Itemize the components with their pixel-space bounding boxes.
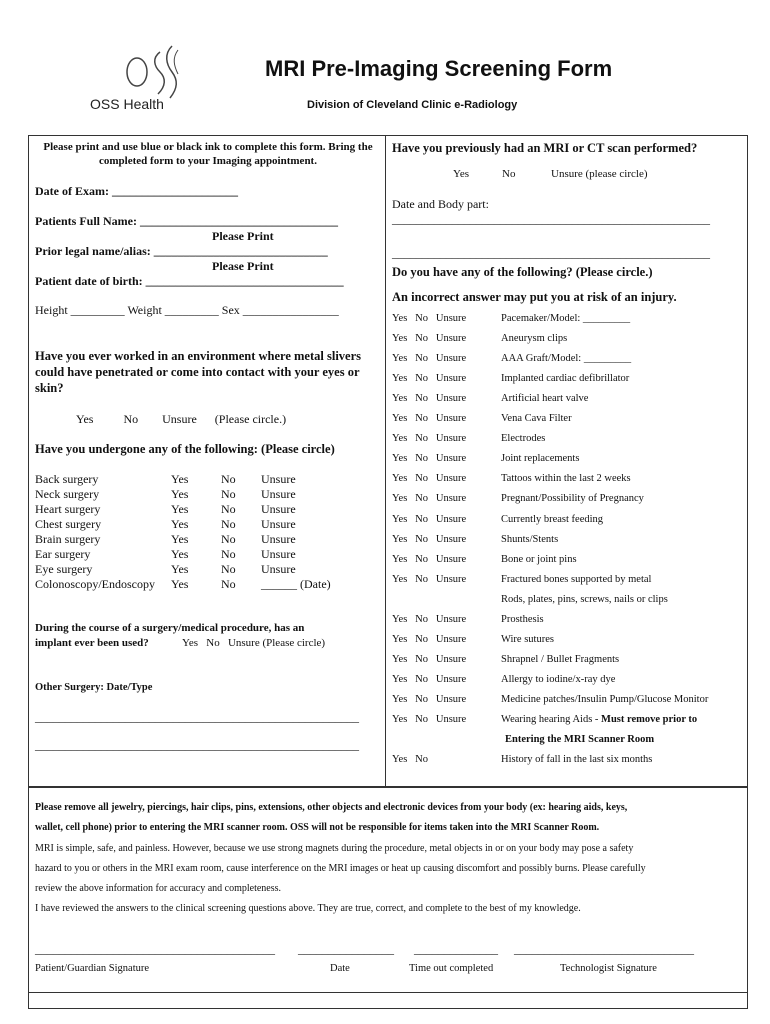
answer-options[interactable]: Yes No Unsure — [392, 493, 467, 504]
patient-signature-label: Patient/Guardian Signature — [35, 963, 150, 974]
option-no[interactable]: No — [221, 547, 236, 561]
option-unsure[interactable]: Unsure — [261, 547, 296, 561]
item-label: Medicine patches/Insulin Pump/Glucose Monitor — [501, 694, 709, 705]
logo — [90, 44, 200, 116]
surgery-name: Ear surgery — [35, 547, 91, 561]
item-label: Currently breast feeding — [501, 514, 604, 525]
item-label: Implanted cardiac defibrillator — [501, 373, 630, 384]
safety-text: hazard to you or others in the MRI exam room, cause interference on the MRI images or heat up causing discomfort and possibly burns. Please carefully — [35, 863, 646, 874]
date-body-line[interactable]: _____________________________________________________ — [392, 246, 710, 260]
item-label: Pregnant/Possibility of Pregnancy — [501, 493, 644, 504]
previous-no[interactable]: No — [502, 168, 516, 180]
item-label: Wire sutures — [501, 634, 554, 645]
answer-options[interactable]: Yes No Unsure — [392, 433, 467, 444]
date-of-exam-field[interactable]: Date of Exam: _____________________ — [35, 184, 238, 198]
answer-options[interactable]: Yes No Unsure — [392, 514, 467, 525]
answer-options[interactable]: Yes No Unsure — [392, 674, 467, 685]
option-unsure[interactable]: Unsure — [261, 532, 296, 546]
attestation-text: I have reviewed the answers to the clinical screening questions above. They are true, correct, and complete to the best of my knowledge. — [35, 903, 581, 914]
answer-options[interactable]: Yes No Unsure — [392, 453, 467, 464]
item-label: History of fall in the last six months — [501, 754, 653, 765]
option-yes[interactable]: Yes — [171, 532, 189, 546]
item-label: Bone or joint pins — [501, 554, 577, 565]
oss-logo-icon — [90, 44, 200, 99]
answer-options[interactable]: Yes No Unsure — [392, 574, 467, 585]
time-out-line[interactable]: ______________ — [414, 942, 498, 956]
technologist-signature-line[interactable]: ______________________________ — [514, 942, 694, 956]
previous-yes[interactable]: Yes — [453, 168, 470, 180]
surgery-name: Brain surgery — [35, 532, 101, 546]
date-body-label: Date and Body part: — [392, 197, 489, 211]
metal-question: Have you ever worked in an environment where metal slivers could have penetrated or come into contact with your eyes or skin? — [35, 349, 362, 395]
option-unsure[interactable]: Unsure — [261, 517, 296, 531]
option-yes[interactable]: Yes — [171, 547, 189, 561]
patient-signature-line[interactable]: ________________________________________ — [35, 942, 275, 956]
intro-text: Please print and use blue or black ink to complete this form. Bring the completed form to your Imaging appointment. — [43, 141, 373, 167]
option-yes[interactable]: Yes — [171, 517, 189, 531]
item-label: Shrapnel / Bullet Fragments — [501, 654, 620, 665]
option-no[interactable]: No — [221, 577, 236, 591]
previous-scan-question: Have you previously had an MRI or CT scan performed? — [392, 141, 698, 155]
technologist-signature-label: Technologist Signature — [560, 963, 657, 974]
surgery-name: Back surgery — [35, 472, 99, 486]
surgery-name: Colonoscopy/Endoscopy — [35, 577, 155, 591]
other-surgery-line[interactable]: ______________________________________________________ — [35, 710, 359, 724]
option-yes[interactable]: Yes — [171, 472, 189, 486]
option-no[interactable]: No — [221, 532, 236, 546]
answer-options[interactable]: Yes No Unsure — [392, 333, 467, 344]
surgery-question: Have you undergone any of the following: (Please circle) — [35, 442, 335, 456]
item-label: Electrodes — [501, 433, 546, 444]
bottom-rule — [28, 992, 748, 993]
remove-notice: Please remove all jewelry, piercings, hair clips, pins, extensions, other objects and electronic devices from your body (ex: hearing aids, keys, — [35, 802, 628, 813]
hearing-warning: Entering the MRI Scanner Room — [505, 734, 655, 745]
surgery-name: Heart surgery — [35, 502, 101, 516]
item-label: AAA Graft/Model: _________ — [501, 353, 632, 364]
option-yes[interactable]: Yes — [171, 487, 189, 501]
option-yes[interactable]: Yes — [171, 577, 189, 591]
item-label: Prosthesis — [501, 614, 544, 625]
answer-options[interactable]: Yes No — [392, 754, 428, 765]
surgery-name: Eye surgery — [35, 562, 93, 576]
logo-text: OSS Health — [90, 96, 164, 112]
item-label: Vena Cava Filter — [501, 413, 572, 424]
item-label: Fractured bones supported by metal — [501, 574, 652, 585]
implant-question: During the course of a surgery/medical procedure, has an — [35, 622, 305, 634]
answer-options[interactable]: Yes No Unsure — [392, 554, 467, 565]
remove-notice: wallet, cell phone) prior to entering the MRI scanner room. OSS will not be responsible for items taken into the MRI Scanner Room. — [35, 822, 600, 833]
implant-options[interactable]: Yes No Unsure (Please circle) — [182, 637, 326, 649]
patient-name-field[interactable]: Patients Full Name: _________________________________ — [35, 214, 338, 228]
item-label: Allergy to iodine/x-ray dye — [501, 674, 616, 685]
option-no[interactable]: No — [221, 502, 236, 516]
answer-options[interactable]: Yes No Unsure — [392, 654, 467, 665]
answer-options[interactable]: Yes No Unsure — [392, 534, 467, 545]
option-unsure[interactable]: Unsure — [261, 472, 296, 486]
answer-options[interactable]: Yes No Unsure — [392, 353, 467, 364]
option-yes[interactable]: Yes — [171, 502, 189, 516]
item-label: Artificial heart valve — [501, 393, 589, 404]
safety-text: review the above information for accuracy and completeness. — [35, 883, 282, 894]
metal-options[interactable]: Yes No Unsure (Please circle.) — [76, 412, 287, 426]
height-weight-sex-field[interactable]: Height _________ Weight _________ Sex ________________ — [35, 303, 339, 317]
option-yes[interactable]: Yes — [171, 562, 189, 576]
prior-name-field[interactable]: Prior legal name/alias: _____________________________ — [35, 244, 328, 258]
dob-field[interactable]: Patient date of birth: _________________________________ — [35, 274, 344, 288]
bottom-box — [28, 787, 748, 1009]
option-unsure[interactable]: ______ (Date) — [261, 577, 331, 591]
answer-options[interactable]: Yes No Unsure — [392, 694, 467, 705]
item-label: Joint replacements — [501, 453, 580, 464]
please-print-label: Please Print — [212, 229, 274, 243]
column-divider — [385, 135, 386, 787]
answer-options[interactable]: Yes No Unsure — [392, 313, 467, 324]
other-surgery-label: Other Surgery: Date/Type — [35, 682, 153, 693]
have-following-question: Do you have any of the following? (Please circle.) — [392, 265, 653, 279]
safety-text: MRI is simple, safe, and painless. However, because we use strong magnets during the procedure, metal objects in or on your body may pose a safety — [35, 843, 634, 854]
item-label: Aneurysm clips — [501, 333, 568, 344]
previous-unsure[interactable]: Unsure (please circle) — [551, 168, 648, 180]
answer-options[interactable]: Yes No Unsure — [392, 393, 467, 404]
time-out-label: Time out completed — [409, 963, 494, 974]
date-body-line[interactable]: _____________________________________________________ — [392, 212, 710, 226]
item-label: Rods, plates, pins, screws, nails or clips — [501, 594, 668, 605]
item-label: Pacemaker/Model: _________ — [501, 313, 631, 324]
item-label: Wearing hearing Aids - Must remove prior to — [501, 714, 698, 725]
option-no[interactable]: No — [221, 487, 236, 501]
option-unsure[interactable]: Unsure — [261, 487, 296, 501]
option-no[interactable]: No — [221, 472, 236, 486]
option-no[interactable]: No — [221, 562, 236, 576]
item-label: Tattoos within the last 2 weeks — [501, 473, 631, 484]
implant-question: implant ever been used? — [35, 637, 149, 649]
surgery-name: Chest surgery — [35, 517, 102, 531]
surgery-name: Neck surgery — [35, 487, 100, 501]
option-unsure[interactable]: Unsure — [261, 562, 296, 576]
answer-options[interactable]: Yes No Unsure — [392, 373, 467, 384]
option-no[interactable]: No — [221, 517, 236, 531]
page-title: MRI Pre-Imaging Screening Form — [265, 56, 613, 81]
other-surgery-line[interactable]: ______________________________________________________ — [35, 738, 359, 752]
date-signature-line[interactable]: ________________ — [298, 942, 394, 956]
page-subtitle: Division of Cleveland Clinic e-Radiology — [307, 99, 518, 111]
option-unsure[interactable]: Unsure — [261, 502, 296, 516]
risk-warning: An incorrect answer may put you at risk of an injury. — [392, 290, 677, 304]
answer-options[interactable]: Yes No Unsure — [392, 614, 467, 625]
date-label: Date — [330, 963, 350, 974]
answer-options[interactable]: Yes No Unsure — [392, 714, 467, 725]
item-label: Shunts/Stents — [501, 534, 559, 545]
please-print-label: Please Print — [212, 259, 274, 273]
answer-options[interactable]: Yes No Unsure — [392, 473, 467, 484]
answer-options[interactable]: Yes No Unsure — [392, 413, 467, 424]
answer-options[interactable]: Yes No Unsure — [392, 634, 467, 645]
